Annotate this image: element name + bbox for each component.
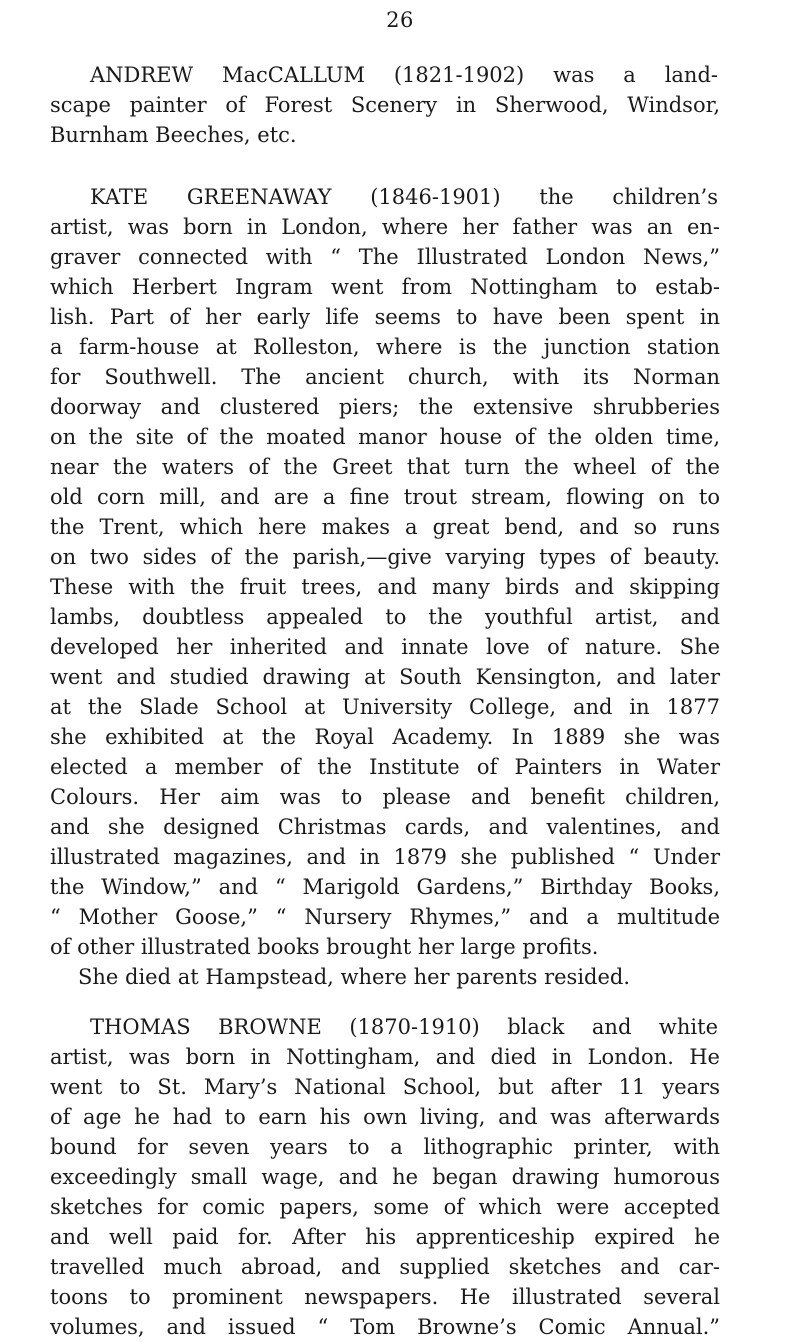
paragraph-line: a farm-house at Rolleston, where is the junction station [50,335,720,359]
paragraph-line: sketches for comic papers, some of which were accepted [50,1195,720,1219]
paragraph-line: toons to prominent newspapers. He illustrated several [50,1285,720,1309]
paragraph-line: at the Slade School at University College, and in 1877 [50,695,720,719]
paragraph-line: illustrated magazines, and in 1879 she published “ Under [50,845,720,869]
paragraph-line: artist, was born in Nottingham, and died in London. He [50,1045,720,1069]
paragraph-line: went to St. Mary’s National School, but after 11 years [50,1075,720,1099]
paragraph-line: and well paid for. After his apprenticeship expired he [50,1225,720,1249]
paragraph-line: volumes, and issued “ Tom Browne’s Comic Annual.” [50,1315,720,1339]
paragraph-line: THOMAS BROWNE (1870-1910) black and white [90,1015,718,1039]
paragraph-line: which Herbert Ingram went from Nottingham to estab- [50,275,720,299]
paragraph-line: These with the fruit trees, and many birds and skipping [50,575,720,599]
paragraph-line: She died at Hampstead, where her parents resided. [78,965,631,989]
paragraph-line: went and studied drawing at South Kensington, and later [50,665,720,689]
paragraph-line: and she designed Christmas cards, and valentines, and [50,815,720,839]
paragraph-line: graver connected with “ The Illustrated London News,” [50,245,720,269]
paragraph-line: bound for seven years to a lithographic printer, with [50,1135,720,1159]
paragraph-line: lambs, doubtless appealed to the youthful artist, and [50,605,720,629]
paragraph-line: travelled much abroad, and supplied sketches and car- [50,1255,720,1279]
paragraph-line: KATE GREENAWAY (1846-1901) the children’s [90,185,718,209]
paragraph-line: Burnham Beeches, etc. [50,123,297,147]
paragraph-line: lish. Part of her early life seems to have been spent in [50,305,720,329]
paragraph-line: “ Mother Goose,” “ Nursery Rhymes,” and a multitude [50,905,720,929]
paragraph-line: scape painter of Forest Scenery in Sherwood, Windsor, [50,93,720,117]
paragraph-line: on two sides of the parish,—give varying types of beauty. [50,545,720,569]
paragraph-line: the Window,” and “ Marigold Gardens,” Birthday Books, [50,875,720,899]
paragraph-line: of age he had to earn his own living, and was afterwards [50,1105,720,1129]
paragraph-line: she exhibited at the Royal Academy. In 1889 she was [50,725,720,749]
paragraph-line: elected a member of the Institute of Painters in Water [50,755,720,779]
paragraph-line: developed her inherited and innate love of nature. She [50,635,720,659]
paragraph-line: Colours. Her aim was to please and benefit children, [50,785,720,809]
paragraph-line: old corn mill, and are a fine trout stream, flowing on to [50,485,720,509]
paragraph-line: doorway and clustered piers; the extensive shrubberies [50,395,720,419]
paragraph-line: for Southwell. The ancient church, with its Norman [50,365,720,389]
paragraph-line: ANDREW MacCALLUM (1821-1902) was a land- [90,63,718,87]
paragraph-line: near the waters of the Greet that turn the wheel of the [50,455,720,479]
page-number: 26 [386,8,414,32]
paragraph-line: artist, was born in London, where her father was an en- [50,215,720,239]
paragraph-line: the Trent, which here makes a great bend, and so runs [50,515,720,539]
paragraph-line: exceedingly small wage, and he began drawing humorous [50,1165,720,1189]
paragraph-line: of other illustrated books brought her large profits. [50,935,599,959]
paragraph-line: on the site of the moated manor house of the olden time, [50,425,720,449]
